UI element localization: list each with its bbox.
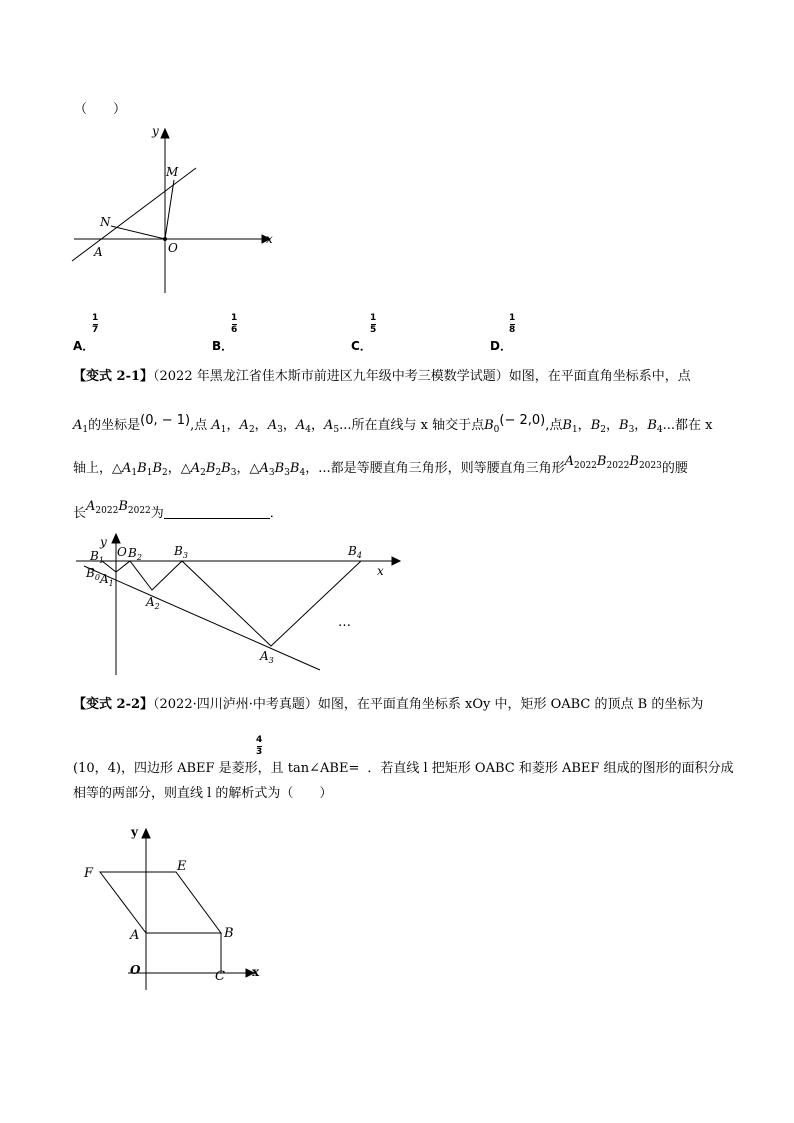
fig3-label-e: E	[177, 859, 187, 874]
figure-3-diagram	[78, 822, 278, 994]
option-c-letter: C．	[351, 339, 372, 353]
option-a-fraction: 1 7	[92, 313, 99, 335]
option-d-fraction: 1 8	[509, 313, 516, 335]
fig1-label-m: M	[166, 165, 179, 179]
fig2-y-label: y	[100, 535, 107, 549]
fig2-triangles	[102, 561, 361, 646]
fig1-x-label: x	[266, 232, 273, 246]
fig1-y-label: y	[152, 124, 159, 138]
fig2-ellipsis: …	[338, 615, 351, 630]
q21-line-3: 轴上，$\triangle A_1B_1B_2$，$\triangle A_2B_2B_3$，$\triangle A_3B_3B_4$，...都是等腰直角三角形，则等腰直角三角形$A_{2022}B_{2022}B_{2023}$的腰	[73, 454, 688, 478]
fig3-label-f: F	[84, 866, 94, 881]
q21-source: （2022 年黑龙江省佳木斯市前进区九年级中考三模数学试题）如图，在平面直角坐标系中，点	[153, 369, 691, 384]
fig3-label-c: C	[215, 969, 225, 984]
fig2-label-a1: $A_1$	[100, 572, 114, 588]
q21-answer-blank[interactable]	[164, 504, 270, 519]
q21-tag: 【变式 2-1】	[73, 369, 154, 384]
fig2-x-arrow	[392, 557, 400, 565]
fig1-segment-on	[111, 226, 165, 239]
q22-tan-fraction: 4 3	[256, 735, 263, 757]
q22-line-3: 相等的两部分，则直线 l 的解析式为（ ）	[73, 786, 333, 801]
fig3-rectangle-oabc	[146, 933, 221, 973]
fig1-segment-om	[165, 180, 174, 239]
q21-line-4: 长$A_{2022}B_{2022}$为 ．	[73, 499, 283, 521]
option-d-letter: D．	[490, 339, 512, 353]
q22-tag: 【变式 2-2】	[73, 697, 154, 712]
fig2-y-arrow	[112, 534, 120, 543]
fig1-label-o: O	[168, 241, 178, 255]
fig2-label-a3: $A_3$	[260, 649, 274, 665]
option-c-fraction: 1 5	[370, 313, 377, 335]
fig2-label-b0: $B_0$	[86, 566, 100, 582]
fig2-label-b1: $B_1$	[90, 549, 104, 565]
fig2-label-b2: $B_2$	[128, 546, 142, 562]
fig3-label-b: B	[224, 926, 234, 941]
fig2-x-label: x	[377, 564, 384, 578]
fig1-y-arrow	[161, 129, 169, 138]
fig2-line-a	[84, 566, 320, 670]
fig1-label-n: N	[100, 215, 111, 229]
option-a-letter: A．	[73, 339, 95, 353]
fig2-label-o: O	[117, 545, 127, 559]
fig1-label-a: A	[94, 245, 103, 259]
fig1-origin-point	[163, 237, 167, 241]
q22-statement-1: （2022·四川泸州·中考真题）如图，在平面直角坐标系 xOy 中，矩形 OABC 的顶点 B 的坐标为	[153, 697, 704, 712]
option-b-fraction: 1 6	[231, 313, 238, 335]
q22-line-2: (10，4)，四边形 ABEF 是菱形，且 tan∠ABE= ．若直线 l 把矩形 OABC 和菱形 ABEF 组成的图形的面积分成	[73, 761, 734, 776]
fig3-x-label: x	[252, 965, 260, 979]
fig3-rhombus-abef	[100, 872, 221, 933]
q21-line-1	[73, 367, 691, 387]
q21-line-2: $A_1$的坐标是(0, − 1),点 $A_1$，$A_2$，$A_3$，$A_4$，$A_5$...所在直线与 x 轴交于点$B_0(- 2,0)$,点$B_1$，$B_2$，$B_3$，$B_4$...都在 x	[73, 413, 713, 435]
fig2-label-b4: $B_4$	[348, 544, 362, 560]
fig3-y-arrow	[142, 829, 150, 838]
fig3-y-label: y	[131, 825, 138, 839]
fig2-label-a2: $A_2$	[146, 595, 160, 611]
figure-1-diagram	[64, 122, 284, 302]
q22-line-1	[73, 695, 703, 715]
answer-paren: （ ）	[74, 102, 127, 117]
fig3-label-a: A	[130, 928, 140, 943]
option-b-letter: B．	[212, 339, 234, 353]
figure-2-diagram	[74, 528, 414, 678]
fig3-label-o: O	[130, 963, 141, 977]
fig2-label-b3: $B_3$	[174, 544, 188, 560]
